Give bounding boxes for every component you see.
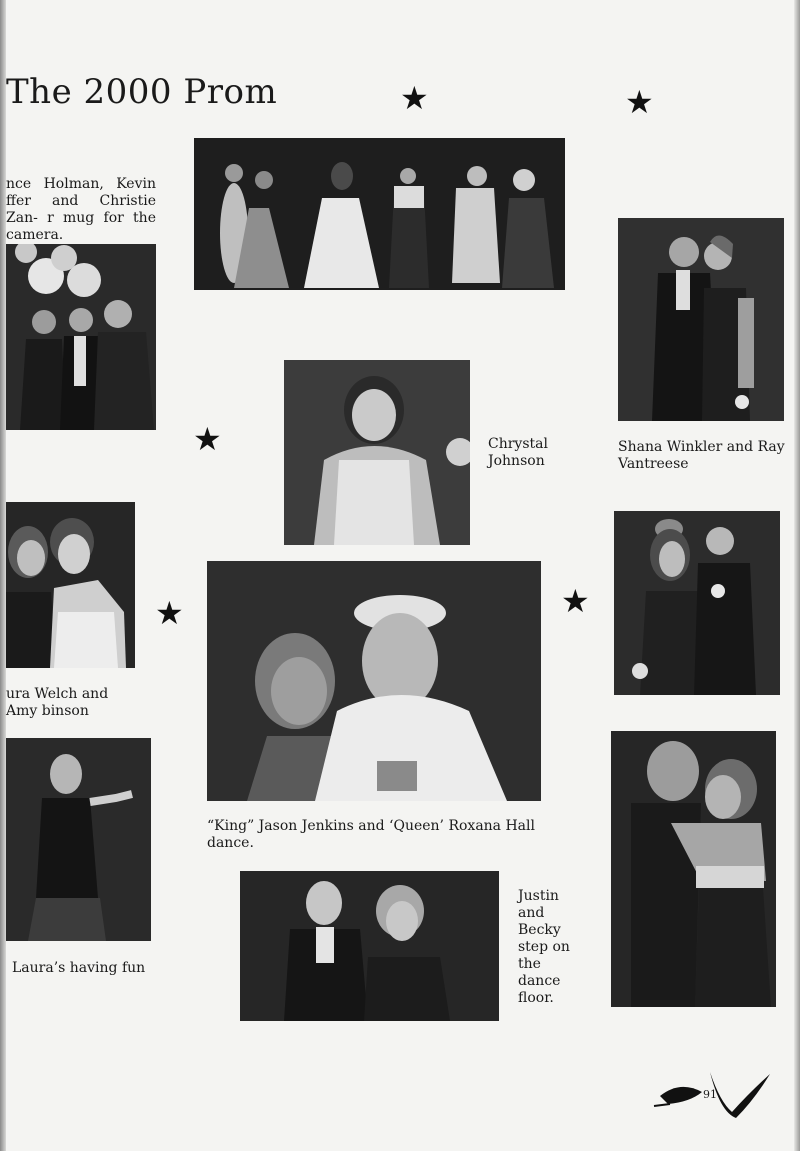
caption-justin-becky: Justin and Becky step on the dance floor. (518, 888, 570, 1006)
star-icon: ★ (400, 79, 429, 117)
star-icon: ★ (625, 83, 654, 121)
caption-laura-amy: ura Welch and Amy binson (6, 686, 109, 719)
photo-couple-right (614, 511, 780, 695)
page-title: The 2000 Prom (6, 72, 278, 112)
photo-dance-floor (194, 138, 565, 290)
photo-king-queen (207, 561, 541, 801)
caption-top-left: nce Holman, Kevin ffer and Christie Zan- r mug for the camera. (6, 176, 156, 243)
photo-laura-fun (6, 738, 151, 941)
photo-justin-becky (240, 871, 499, 1021)
photo-chrystal-johnson (284, 360, 470, 545)
photo-couple-kiss (611, 731, 776, 1007)
photo-balloons-group (6, 244, 156, 430)
caption-chrystal-johnson: Chrystal Johnson (488, 436, 548, 469)
caption-king-queen: “King” Jason Jenkins and ‘Queen’ Roxana Hall dance. (207, 818, 535, 851)
page-edge-shadow (794, 0, 800, 1151)
page-number: 91 (703, 1088, 717, 1101)
caption-laura-fun: Laura’s having fun (12, 960, 146, 976)
star-icon: ★ (193, 420, 222, 458)
caption-shana-ray: Shana Winkler and Ray Vantreese (618, 439, 785, 472)
photo-laura-amy (6, 502, 135, 668)
star-icon: ★ (155, 594, 184, 632)
photo-shana-ray (618, 218, 784, 421)
star-icon: ★ (561, 582, 590, 620)
